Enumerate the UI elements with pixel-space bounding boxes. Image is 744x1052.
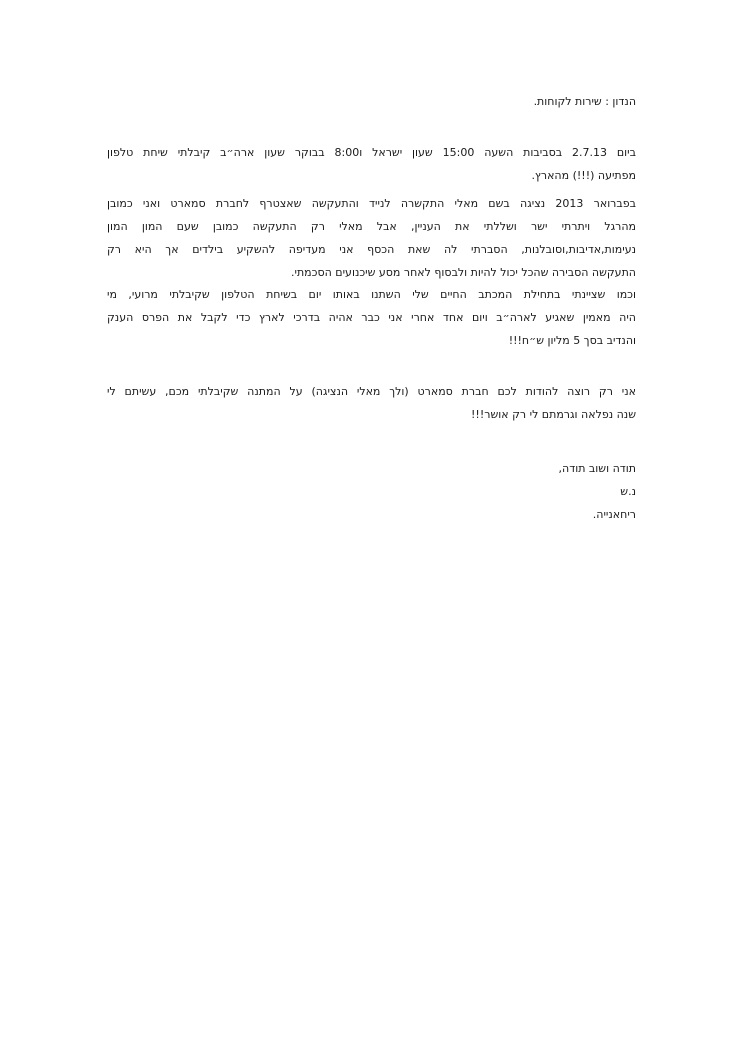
paragraph-line: והנדיב בסך 5 מליון ש״ח!!! [508,334,636,347]
closing-block [107,457,636,526]
paragraph-line: נעימות,אדיבות,וסובלנות, הסברתי לה שאת הכסף אני מעדיפה להשקיע בילדים אך היא רק [107,243,636,256]
subject-line-block [107,90,636,113]
paragraph-line: שנה נפלאה וגרמתם לי רק אושר!!! [471,408,636,421]
paragraph-line: היה מאמין שאגיע לארה״ב ויום אחד אחרי אני כבר אהיה בדרכי לארץ כדי לקבל את הפרס הענק [107,311,636,324]
closing-thanks: תודה ושוב תודה, [558,462,636,475]
signature-city: ריחאנייה. [592,508,636,521]
paragraph-line: אני רק רוצה להודות לכם חברת סמארט (ולך מאלי הנציגה) על המתנה שקיבלתי מכם, עשיתם לי [107,385,636,398]
paragraph-line: מפתיעה (!!!) מהארץ. [531,169,636,182]
paragraph-line: וכמו שציינתי בתחילת המכתב החיים שלי השתנו באותו יום בשיחת הטלפון שקיבלתי מרועי, מי [107,288,636,301]
paragraph-line: התעקשה הסבירה שהכל יכול להיות ולבסוף לאחר מסע שיכנועים הסכמתי. [291,266,636,279]
paragraph-phone-call [107,141,636,187]
paragraph-line: בפברואר 2013 נציגה בשם מאלי התקשרה לנייד והתעקשה שאצטרף לחברת סמארט ואני כמובן [107,197,636,210]
subject-line: הנדון : שירות לקוחות. [533,95,636,108]
paragraph-prize [107,283,636,352]
paragraph-joining [107,192,636,284]
paragraph-line: מהרגל ויתרתי ישר ושללתי את העניין, אבל מאלי רק התעקשה כמובן שעם המון המון [107,220,636,233]
signature-initials: נ.ש [620,485,636,498]
paragraph-line: ביום 2.7.13 בסביבות השעה 15:00 שעון ישראל ו8:00 בבוקר שעון ארה״ב קיבלתי שיחת טלפון [107,146,636,159]
paragraph-thanks [107,380,636,426]
